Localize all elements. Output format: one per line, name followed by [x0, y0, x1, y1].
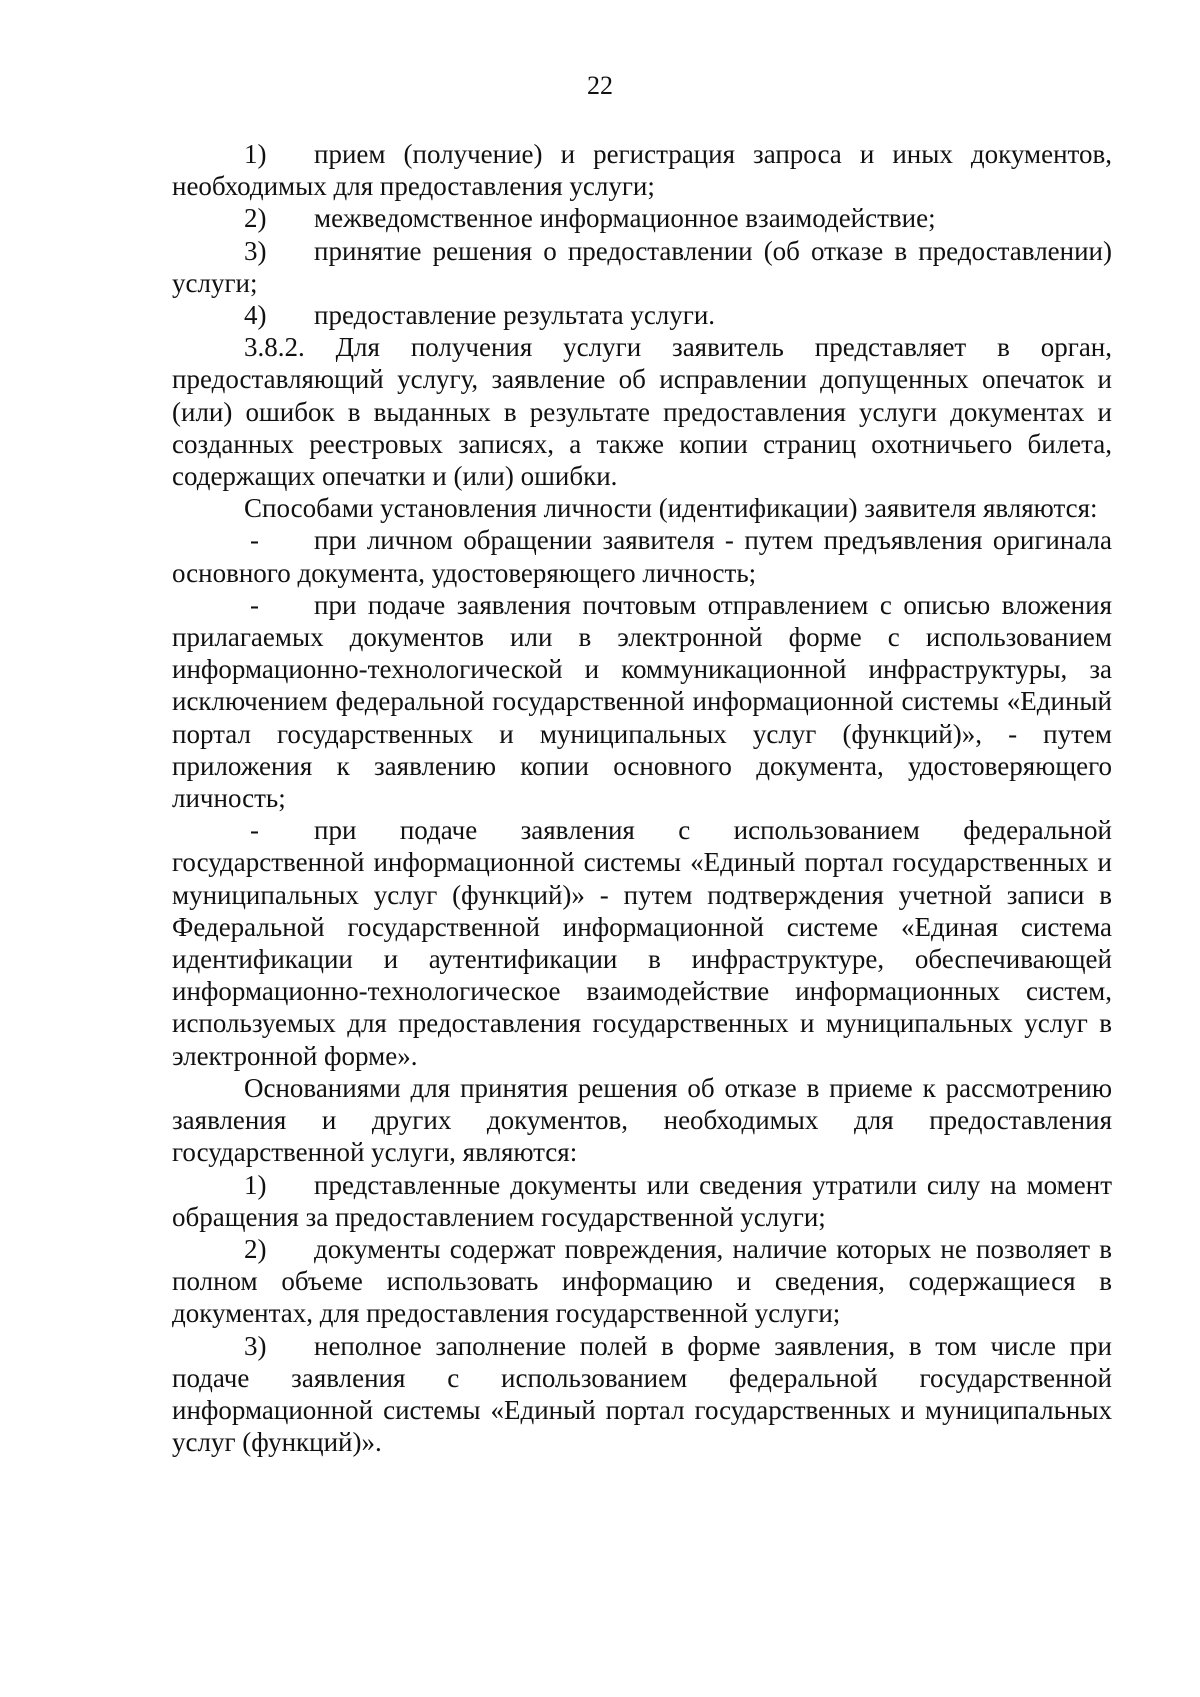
- list-item-text: межведомственное информационное взаимодействие;: [314, 203, 936, 234]
- list-marker: 4): [244, 300, 267, 331]
- list-item-text: при личном обращении заявителя - путем предъявления оригинала основного документа, удостоверяющего личность;: [172, 525, 1112, 588]
- list-item-text: представленные документы или сведения утратили силу на момент обращения за предоставлением государственной услуги;: [172, 1169, 1112, 1232]
- list-item: [172, 299, 1112, 331]
- page-number: 22: [587, 71, 613, 100]
- list-item: [172, 1233, 1112, 1330]
- document-body: [172, 138, 1112, 1458]
- list-marker: -: [250, 815, 259, 846]
- list-item: [172, 589, 1112, 814]
- list-item-text: прием (получение) и регистрация запроса и иных документов, необходимых для предоставления услуги;: [172, 139, 1112, 202]
- list-item-text: принятие решения о предоставлении (об отказе в предоставлении) услуги;: [172, 235, 1112, 298]
- list-marker: -: [250, 525, 259, 556]
- list-marker: 1): [244, 139, 267, 169]
- list-marker: -: [250, 589, 259, 620]
- list-item: [172, 1169, 1112, 1233]
- list-item: [172, 138, 1112, 202]
- paragraph-refusal-grounds: Основаниями для принятия решения об отказе в приеме к рассмотрению заявления и других документов, необходимых для предоставления государственной услуги, являются:: [172, 1072, 1112, 1168]
- paragraph-3-8-2: 3.8.2. Для получения услуги заявитель представляет в орган, предоставляющий услугу, заявление об исправлении допущенных опечаток и (или) ошибок в выданных в результате предоставления услуги документах и созданных реестровых записях, а также копии страниц охотничьего билета, содержащих опечатки и (или) ошибки.: [172, 332, 1112, 492]
- list-marker: 2): [244, 1233, 267, 1264]
- list-item: [172, 202, 1112, 234]
- list-item-text: при подаче заявления почтовым отправлением с описью вложения прилагаемых документов или в электронной форме с использованием информационно-технологической и коммуникационной инфраструктуры, за исключением федеральной государственной информационной системы «Единый портал государственных и муниципальных услуг (функций)», - путем приложения к заявлению копии основного документа, удостоверяющего личность;: [172, 589, 1112, 814]
- list-item-text: предоставление результата услуги.: [314, 300, 716, 331]
- list-item: [172, 1330, 1112, 1459]
- list-marker: 3): [244, 1330, 267, 1361]
- list-item: [172, 235, 1112, 299]
- list-item-text: документы содержат повреждения, наличие которых не позволяет в полном объеме использовать информацию и сведения, содержащиеся в документах, для предоставления государственной услуги;: [172, 1233, 1112, 1329]
- list-item-text: при подаче заявления с использованием федеральной государственной информационной системы «Единый портал государственных и муниципальных услуг (функций)» - путем подтверждения учетной записи в Федеральной государственной информационной системе «Единая система идентификации и аутентификации в инфраструктуре, обеспечивающей информационно-технологическое взаимодействие информационных систем, используемых для предоставления государственных и муниципальных услуг в электронной форме».: [172, 815, 1112, 1071]
- list-item: [172, 524, 1112, 588]
- list-item-text: неполное заполнение полей в форме заявления, в том числе при подаче заявления с использованием федеральной государственной информационной системы «Единый портал государственных и муниципальных услуг (функций)».: [172, 1330, 1112, 1458]
- paragraph-identification-methods: Способами установления личности (идентификации) заявителя являются:: [244, 493, 1098, 524]
- list-item: [172, 814, 1112, 1072]
- list-marker: 3): [244, 235, 267, 266]
- list-marker: 1): [244, 1169, 267, 1200]
- list-marker: 2): [244, 203, 267, 234]
